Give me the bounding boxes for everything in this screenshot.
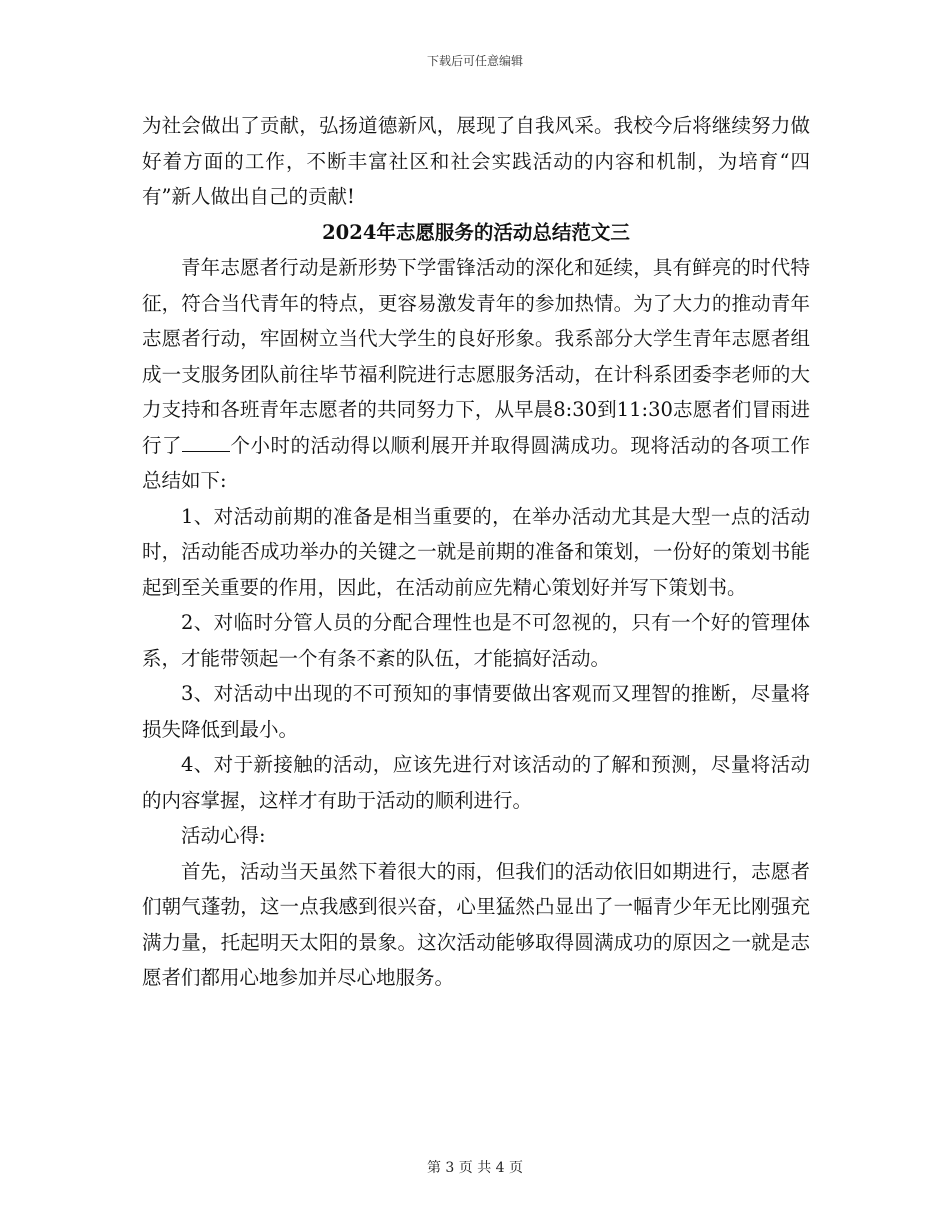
intro-text-before-blank: 青年志愿者行动是新形势下学雷锋活动的深化和延续，具有鲜亮的时代特征，符合当代青年的特点，更容易激发青年的参加热情。为了大力的推动青年志愿者行动，牢固树立当代大学生的良好形象。我系部分大学生青年志愿者组成一支服务团队前往毕节福利院进行志愿服务活动，在计科系团委李老师的大力支持和各班青年志愿者的共同努力下，从早晨8:30到11:30志愿者们冒雨进行了: [142, 256, 810, 457]
experience-paragraph: 首先，活动当天虽然下着很大的雨，但我们的活动依旧如期进行，志愿者们朝气蓬勃，这一点我感到很兴奋，心里猛然凸显出了一幅青少年无比刚强充满力量，托起明天太阳的景象。这次活动能够取得圆满成功的原因之一就是志愿者们都用心地参加并尽心地服务。: [142, 859, 810, 989]
document-body: [142, 108, 810, 996]
experience-heading: 活动心得:: [181, 824, 266, 847]
point-paragraph-1: 1、对活动前期的准备是相当重要的，在举办活动尤其是大型一点的活动时，活动能否成功举办的关键之一就是前期的准备和策划，一份好的策划书能起到至关重要的作用，因此，在活动前应先精心策划好并写下策划书。: [142, 504, 810, 599]
fill-in-blank: [182, 433, 230, 452]
intro-paragraph: [142, 250, 810, 499]
point-paragraph-3: 3、对活动中出现的不可预知的事情要做出客观而又理智的推断，尽量将损失降低到最小。: [142, 682, 810, 741]
page-number-footer: 第 3 页 共 4 页: [426, 1160, 524, 1176]
section-title: 2024年志愿服务的活动总结范文三: [322, 220, 630, 244]
page-header-note: 下载后可任意编辑: [426, 54, 523, 68]
intro-text-after-blank: 个小时的活动得以顺利展开并取得圆满成功。现将活动的各项工作总结如下:: [142, 433, 810, 492]
point-paragraph-2: 2、对临时分管人员的分配合理性也是不可忽视的，只有一个好的管理体系，才能带领起一个有条不紊的队伍，才能搞好活动。: [142, 611, 810, 670]
point-paragraph-4: 4、对于新接触的活动，应该先进行对该活动的了解和预测，尽量将活动的内容掌握，这样才有助于活动的顺利进行。: [142, 753, 810, 812]
continuation-paragraph: 为社会做出了贡献，弘扬道德新风，展现了自我风采。我校今后将继续努力做好着方面的工作，不断丰富社区和社会实践活动的内容和机制，为培育“四有”新人做出自己的贡献!: [142, 114, 810, 208]
